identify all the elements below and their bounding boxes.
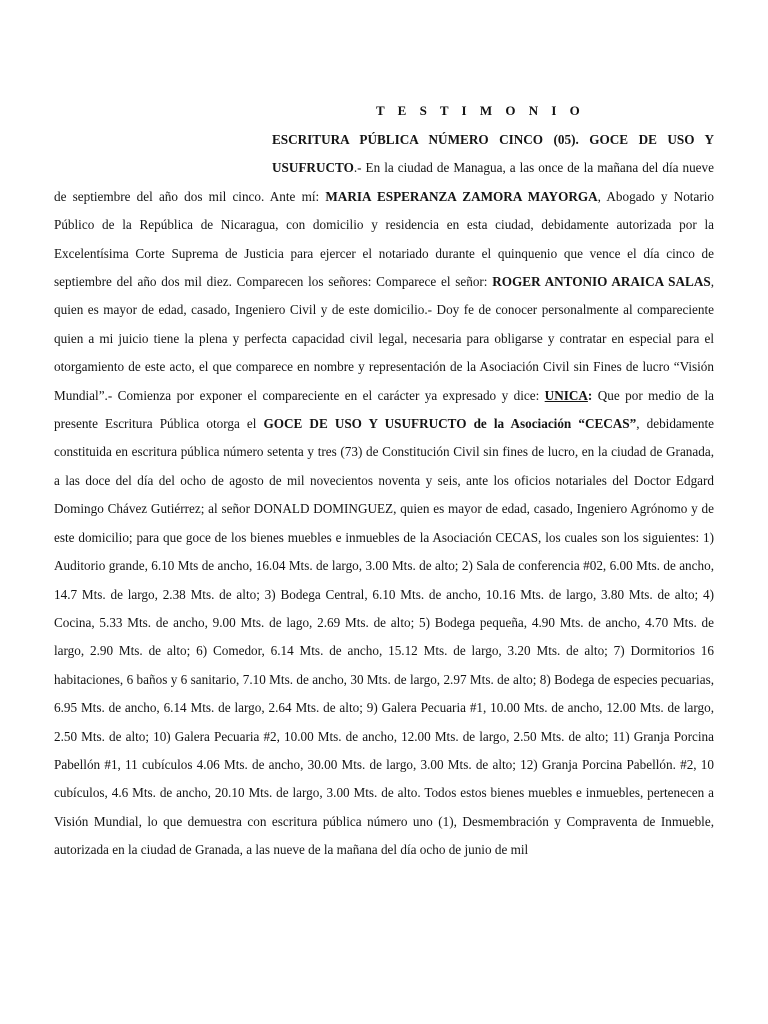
notary-name: MARIA ESPERANZA ZAMORA MAYORGA: [325, 188, 598, 204]
unica-text: Que por medio de la presente Escritura Pública otorga el: [54, 387, 714, 432]
document-title: T E S T I M O N I O: [376, 103, 585, 118]
appearer-text: , quien es mayor de edad, casado, Ingeniero Civil y de este domicilio.- Doy fe de conocer personalmente al compareciente quien a mi juicio tiene la plena y perfecta capacidad civil legal, necesaria para obligarse y contratar en especial para el otorgamiento de este acto, el que comparece en nombre y representación de la Asociación Civil sin Fines de lucro “Visión Mundial”.- Comienza por exponer el compareciente en el carácter ya expresado y dice:: [54, 274, 714, 403]
deed-heading-continued: USUFRUCTO: [272, 160, 354, 176]
grant-text: GOCE DE USO Y USUFRUCTO de la Asociación “CECAS”: [263, 416, 637, 432]
rest-text: , debidamente constituida en escritura pública número setenta y tres (73) de Constitución Civil sin fines de lucro, en la ciudad de Granada, a las doce del día del ocho de agosto de mil novecientos noventa y seis, ante los oficios notariales del Doctor Edgard Domingo Chávez Gutiérrez; al señor DONALD DOMINGUEZ, quien es mayor de edad, casado, Ingeniero Agrónomo y de este domicilio; para que goce de los bienes muebles e inmuebles de la Asociación CECAS, los cuales son los siguientes: 1) Auditorio grande, 6.10 Mts de ancho, 16.04 Mts. de largo, 3.00 Mts. de alto; 2) Sala de conferencia #02, 6.00 Mts. de ancho, 14.7 Mts. de largo, 2.38 Mts. de alto; 3) Bodega Central, 6.10 Mts. de ancho, 10.16 Mts. de largo, 3.80 Mts. de alto; 4) Cocina, 5.33 Mts. de ancho, 9.00 Mts. de lago, 2.69 Mts. de alto; 5) Bodega pequeña, 4.90 Mts. de ancho, 4.70 Mts. de largo, 2.90 Mts. de alto; 6) Comedor, 6.14 Mts. de ancho, 15.12 Mts. de largo, 3.20 Mts. de alto; 7) Dormitorios 16 habitaciones, 6 baños y 6 sanitario, 7.10 Mts. de ancho, 30 Mts. de largo, 2.97 Mts. de alto; 8) Bodega de especies pecuarias, 6.95 Mts. de ancho, 6.14 Mts. de largo, 2.64 Mts. de alto; 9) Galera Pecuaria #1, 10.00 Mts. de ancho, 12.00 Mts. de largo, 2.50 Mts. de alto; 10) Galera Pecuaria #2, 10.00 Mts. de ancho, 12.00 Mts. de largo, 2.50 Mts. de alto; 11) Granja Porcina Pabellón #1, 11 cubículos 4.06 Mts. de ancho, 30.00 Mts. de largo, 3.00 Mts. de alto; 12) Granja Porcina Pabellón. #2, 10 cubículos, 4.6 Mts. de ancho, 20.10 Mts. de largo, 3.00 Mts. de alto. Todos estos bienes muebles e inmuebles, pertenecen a Visión Mundial, lo que demuestra con escritura pública número uno (1), Desmembración y Compraventa de Inmueble, autorizada en la ciudad de Granada, a las nueve de la mañana del día ocho de junio de mil: [54, 416, 715, 858]
intro-text: .- En la ciudad de Managua, a las once de la mañana del día nueve de septiembre del año dos mil cinco. Ante mí:: [54, 160, 714, 204]
unica-label: UNICA: [544, 387, 588, 403]
document-body: [54, 126, 714, 865]
unica-colon: :: [587, 387, 593, 403]
notary-text: , Abogado y Notario Público de la República de Nicaragua, con domicilio y residencia en esta ciudad, debidamente autorizada por la Excelentísima Corte Suprema de Justicia para ejercer el notariado durante el quinquenio que vence el día cinco de septiembre del año dos mil diez. Comparecen los señores: Comparece el señor:: [54, 188, 714, 290]
deed-heading: ESCRITURA PÚBLICA NÚMERO CINCO (05). GOCE DE USO Y: [272, 132, 714, 147]
appearer-name: ROGER ANTONIO ARAICA SALAS: [492, 274, 711, 290]
